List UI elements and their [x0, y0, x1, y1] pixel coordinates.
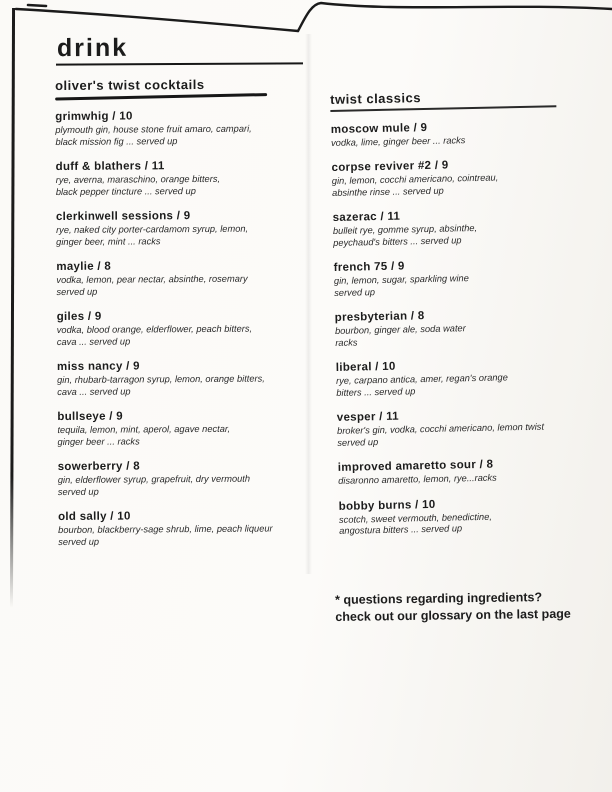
- menu-item: [58, 509, 323, 548]
- ingredients-footnote: * questions regarding ingredients? check out our glossary on the last page: [335, 590, 571, 624]
- item-desc: rye, carpano antica, amer, regan's orange bitters ... served up: [335, 372, 508, 398]
- menu-item: [55, 109, 320, 148]
- item-desc: bulleit rye, gomme syrup, absinthe, peychaud's bitters ... served up: [332, 222, 478, 248]
- menu-item: [56, 259, 321, 298]
- menu-item: [57, 309, 322, 348]
- item-name: sowerberry / 8: [57, 460, 140, 473]
- section-olivers-twist-cocktails: [55, 76, 323, 561]
- menu-item: [338, 457, 590, 488]
- menu-item: [57, 359, 322, 398]
- item-name: grimwhig / 10: [55, 110, 133, 123]
- item-desc: gin, lemon, cocchi americano, cointreau, absinthe rinse ... served up: [331, 172, 499, 198]
- item-name: improved amaretto sour / 8: [337, 458, 494, 474]
- item-name: clerkinwell sessions / 9: [55, 210, 191, 223]
- page-left-edge: [10, 8, 15, 608]
- section-heading: twist classics: [330, 90, 422, 107]
- item-desc: plymouth gin, house stone fruit amaro, campari, black mission fig ... served up: [55, 123, 252, 147]
- menu-item: [336, 357, 589, 399]
- item-list: [55, 109, 323, 548]
- item-desc: broker's gin, vodka, cocchi americano, lemon twist served up: [336, 421, 545, 448]
- section-heading: oliver's twist cocktails: [55, 76, 205, 93]
- item-name: moscow mule / 9: [330, 121, 428, 136]
- item-desc: gin, elderflower syrup, grapefruit, dry vermouth served up: [57, 473, 251, 497]
- menu-item: [339, 495, 592, 537]
- item-name: giles / 9: [56, 310, 102, 323]
- item-name: bobby burns / 10: [338, 498, 436, 513]
- menu-item: [331, 118, 583, 149]
- heading-underline: [55, 93, 267, 100]
- item-name: duff & blathers / 11: [55, 160, 165, 173]
- menu-item: [335, 307, 588, 349]
- item-desc: bourbon, ginger ale, soda water racks: [334, 323, 466, 348]
- item-desc: gin, rhubarb-tarragon syrup, lemon, orange bitters, cava ... served up: [57, 373, 265, 397]
- menu-item: [333, 207, 586, 249]
- page-title: drink: [56, 33, 129, 63]
- item-desc: bourbon, blackberry-sage shrub, lime, peach liqueur served up: [58, 523, 273, 547]
- item-desc: vodka, lemon, pear nectar, absinthe, rosemary served up: [56, 273, 248, 297]
- menu-item: [331, 157, 584, 199]
- item-name: liberal / 10: [335, 360, 396, 374]
- title-underline: [56, 62, 303, 65]
- item-name: sazerac / 11: [332, 210, 401, 224]
- item-desc: rye, naked city porter-cardamom syrup, lemon, ginger beer, mint ... racks: [56, 223, 249, 247]
- item-name: miss nancy / 9: [56, 360, 140, 373]
- item-name: presbyterian / 8: [334, 310, 425, 324]
- item-list: [331, 118, 592, 537]
- menu-item: [57, 409, 322, 448]
- item-name: corpse reviver #2 / 9: [331, 159, 449, 174]
- menu-item: [334, 257, 587, 299]
- menu-item: [337, 407, 590, 449]
- item-desc: disaronno amaretto, lemon, rye...racks: [338, 472, 497, 486]
- item-name: vesper / 11: [336, 410, 400, 424]
- item-name: bullseye / 9: [57, 410, 124, 423]
- menu-item: [56, 159, 321, 198]
- item-desc: scotch, sweet vermouth, benedictine, angostura bitters ... served up: [338, 511, 492, 536]
- item-desc: vodka, lime, ginger beer ... racks: [330, 134, 466, 148]
- item-desc: rye, averna, maraschino, orange bitters, black pepper tincture ... served up: [55, 173, 221, 197]
- item-desc: gin, lemon, sugar, sparkling wine served up: [333, 273, 469, 298]
- item-name: french 75 / 9: [333, 260, 405, 274]
- menu-item: [58, 459, 323, 498]
- item-name: maylie / 8: [56, 260, 112, 273]
- item-name: old sally / 10: [58, 510, 131, 523]
- menu-item: [56, 209, 321, 248]
- section-twist-classics: [330, 87, 592, 551]
- item-desc: vodka, blood orange, elderflower, peach bitters, cava ... served up: [56, 323, 253, 347]
- item-desc: tequila, lemon, mint, aperol, agave nectar, ginger beer ... racks: [57, 423, 231, 447]
